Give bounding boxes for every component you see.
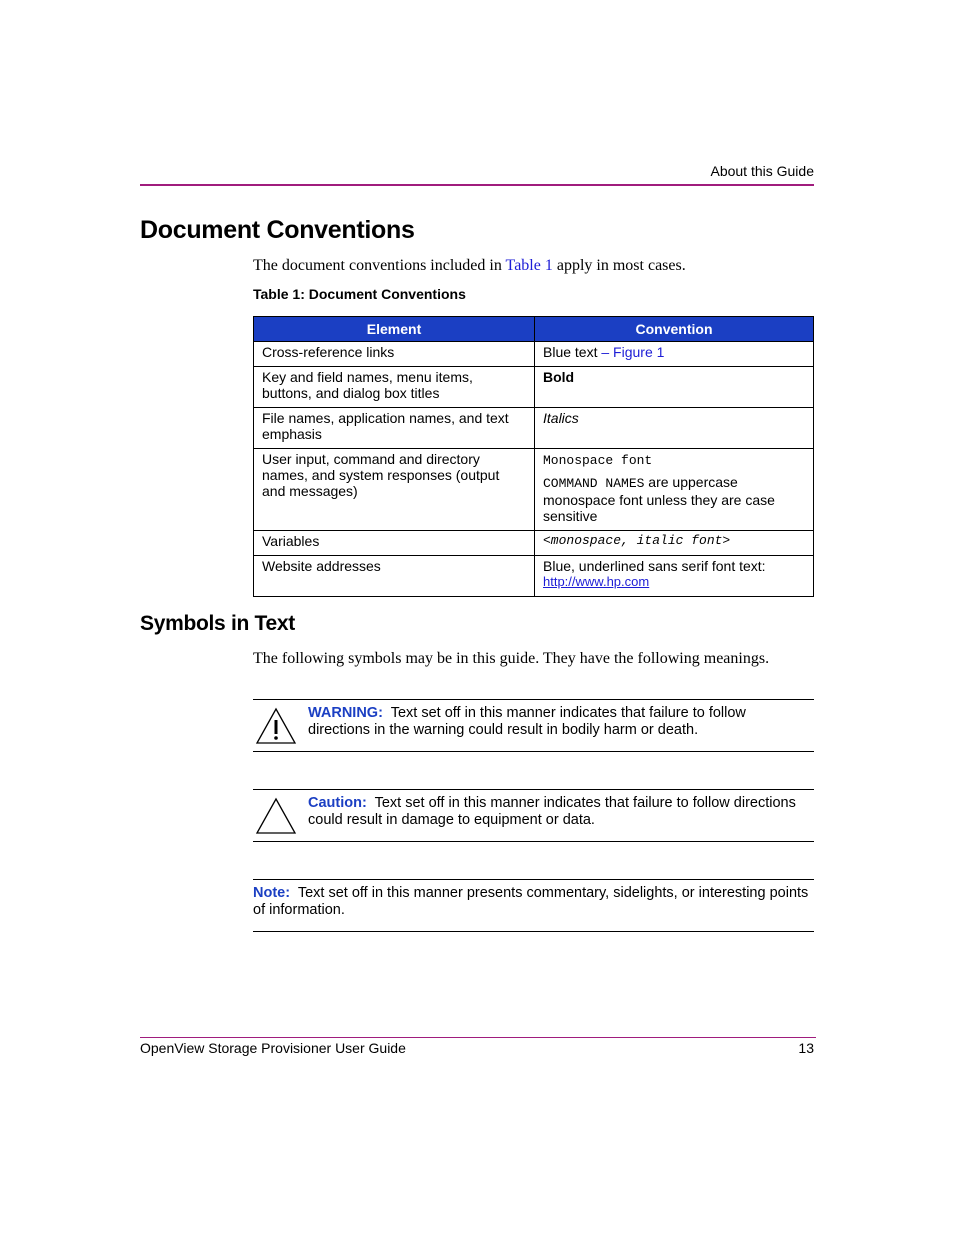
convention-mono: Monospace font	[543, 453, 653, 468]
convention-rest: are uppercase monospace font unless they are case sensitive	[543, 474, 775, 524]
table-caption: Table 1: Document Conventions	[253, 286, 466, 302]
cell-convention: Bold	[535, 367, 814, 408]
table-row	[254, 342, 814, 367]
warning-text: Text set off in this manner indicates that failure to follow directions in the warning could result in bodily harm or death.	[308, 705, 746, 738]
convention-text: Blue text	[543, 344, 602, 360]
header-rule	[140, 184, 814, 186]
warning-label: WARNING:	[308, 705, 383, 721]
cell-element: User input, command and directory names, and system responses (output and messages)	[254, 449, 535, 531]
cell-element: Key and field names, menu items, buttons, and dialog box titles	[254, 367, 535, 408]
note-label: Note:	[253, 885, 291, 901]
cell-convention	[535, 449, 814, 531]
convention-caps: COMMAND NAMES	[543, 476, 645, 491]
cell-convention	[535, 556, 814, 597]
cell-element: Cross-reference links	[254, 342, 535, 367]
note-text-block	[253, 885, 814, 919]
footer-rule	[140, 1037, 816, 1038]
cell-element: Website addresses	[254, 556, 535, 597]
caution-label: Caution:	[308, 795, 367, 811]
caution-text: Text set off in this manner indicates that failure to follow directions could result in damage to equipment or data.	[308, 795, 796, 828]
intro-text-after: apply in most cases.	[552, 257, 686, 274]
warning-triangle-icon	[255, 707, 297, 750]
cell-element: Variables	[254, 531, 535, 556]
note-notice	[253, 879, 814, 932]
website-link[interactable]: http://www.hp.com	[543, 574, 650, 589]
column-header-element: Element	[254, 317, 535, 342]
cell-convention: Italics	[535, 408, 814, 449]
note-text: Text set off in this manner presents commentary, sidelights, or interesting points of information.	[253, 885, 809, 918]
table-row	[254, 408, 814, 449]
cell-element: File names, application names, and text emphasis	[254, 408, 535, 449]
section-title-document-conventions: Document Conventions	[140, 216, 415, 244]
page-number: 13	[798, 1040, 814, 1056]
section-title-symbols-in-text: Symbols in Text	[140, 612, 295, 635]
conventions-table	[253, 316, 814, 597]
cell-convention	[535, 342, 814, 367]
cell-convention: <monospace, italic font>	[535, 531, 814, 556]
intro-paragraph	[253, 257, 686, 275]
intro-text-before: The document conventions included in	[253, 257, 506, 274]
table-header-row	[254, 317, 814, 342]
table-row	[254, 449, 814, 531]
symbols-intro: The following symbols may be in this guide. They have the following meanings.	[253, 650, 770, 667]
convention-caps-line	[543, 474, 805, 524]
caution-triangle-icon	[255, 797, 297, 840]
caution-text-block	[308, 795, 808, 829]
figure-1-link[interactable]: – Figure 1	[601, 344, 665, 360]
running-header: About this Guide	[710, 163, 814, 179]
footer-document-title: OpenView Storage Provisioner User Guide	[140, 1040, 406, 1056]
caution-notice	[253, 789, 814, 842]
convention-text: Blue, underlined sans serif font text:	[543, 558, 766, 574]
table-1-link[interactable]: Table 1	[505, 257, 553, 274]
table-row	[254, 367, 814, 408]
warning-notice	[253, 699, 814, 752]
warning-text-block	[308, 705, 808, 739]
column-header-convention: Convention	[535, 317, 814, 342]
table-row	[254, 556, 814, 597]
table-row	[254, 531, 814, 556]
